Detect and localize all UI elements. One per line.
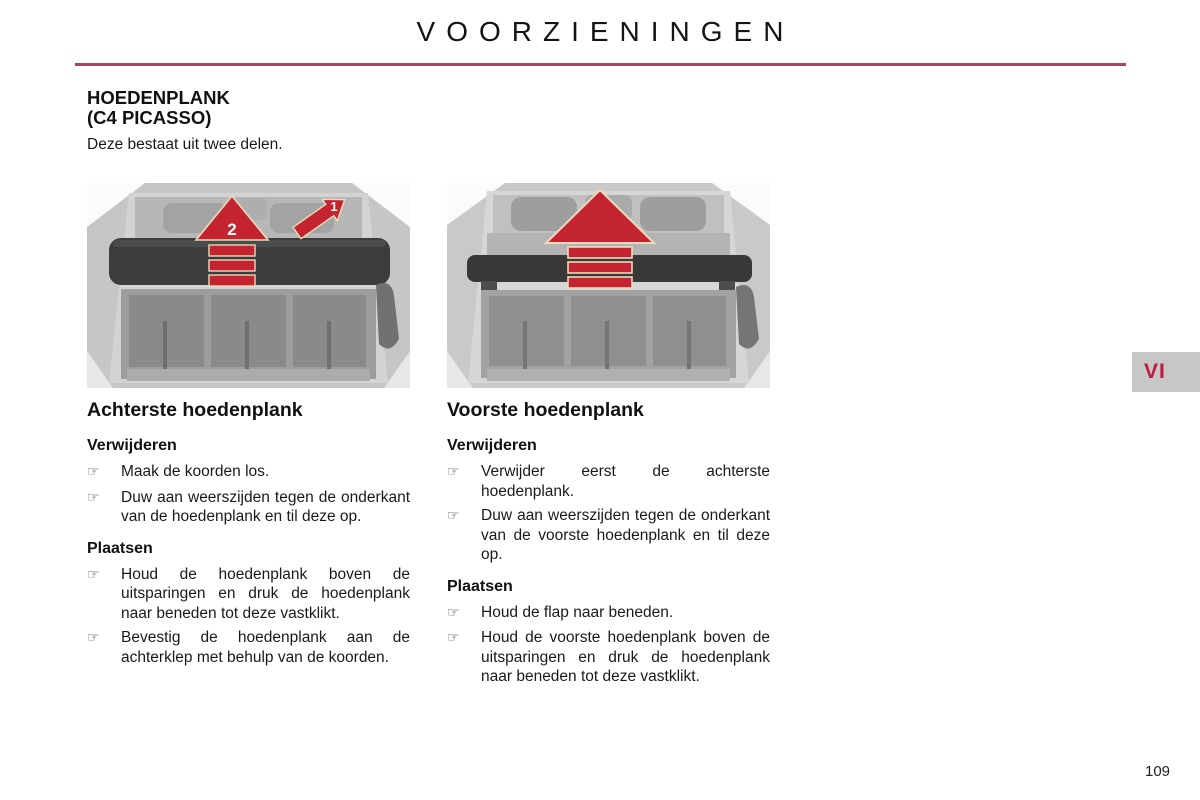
instruction-text: Maak de koorden los.	[121, 463, 270, 480]
trunk-front-shelf-illustration	[447, 183, 770, 388]
instruction-text: Houd de hoedenplank boven de uitsparingen en druk de hoedenplank naar beneden tot deze vastklikt.	[121, 565, 410, 622]
subsection-title: Plaatsen	[87, 539, 153, 557]
pointing-hand-icon: ☞	[87, 630, 100, 646]
column-rear-shelf	[87, 399, 410, 672]
page-title: VOORZIENINGEN	[416, 16, 795, 47]
page-number: 109	[1145, 763, 1171, 780]
trunk-rear-shelf-illustration	[87, 183, 410, 388]
pointing-hand-icon: ☞	[447, 508, 460, 524]
topic-heading-line1: HOEDENPLANK	[87, 87, 230, 108]
instruction-item	[447, 462, 770, 501]
instruction-text: Duw aan weerszijden tegen de onderkant van de voorste hoedenplank en til deze op.	[481, 507, 770, 563]
pointing-hand-icon: ☞	[87, 489, 100, 506]
instruction-text: Bevestig de hoedenplank aan de achterklep met behulp van de koorden.	[121, 629, 410, 666]
instruction-item	[87, 565, 410, 624]
instruction-item	[447, 506, 770, 565]
instruction-text: Verwijder eerst de achterste hoedenplank.	[481, 463, 770, 500]
pointing-hand-icon: ☞	[87, 464, 100, 480]
instruction-item	[87, 488, 410, 527]
figure-front-shelf	[447, 183, 770, 388]
pointing-hand-icon: ☞	[447, 630, 460, 646]
column-front-shelf	[447, 399, 770, 692]
title-rule	[75, 63, 1126, 66]
chapter-tab-vi: VI	[1132, 352, 1200, 392]
instruction-text: Houd de flap naar beneden.	[481, 603, 674, 621]
intro-text: Deze bestaat uit twee delen.	[87, 136, 283, 153]
subsection-title: Plaatsen	[447, 577, 513, 595]
subsection-title: Verwijderen	[447, 437, 537, 454]
instruction-item	[87, 628, 410, 667]
subsection-title: Verwijderen	[87, 437, 177, 454]
pointing-hand-icon: ☞	[447, 604, 460, 621]
pointing-hand-icon: ☞	[447, 464, 460, 480]
arrow-label-2: 2	[227, 220, 237, 239]
instruction-text: Houd de voorste hoedenplank boven de uitsparingen en druk de hoedenplank naar beneden tot deze vastklikt.	[481, 629, 770, 685]
pointing-hand-icon: ☞	[87, 566, 100, 583]
instruction-item	[87, 462, 410, 483]
figure-rear-shelf	[87, 183, 410, 388]
topic-heading	[87, 88, 230, 128]
instruction-item	[447, 628, 770, 687]
instruction-item	[447, 603, 770, 624]
instruction-text: Duw aan weerszijden tegen de onderkant van de hoedenplank en til deze op.	[121, 488, 410, 525]
arrow-label-1: 1	[330, 199, 338, 214]
column-title: Achterste hoedenplank	[87, 399, 303, 421]
column-title: Voorste hoedenplank	[447, 399, 644, 421]
topic-heading-line2: (C4 PICASSO)	[87, 107, 212, 128]
